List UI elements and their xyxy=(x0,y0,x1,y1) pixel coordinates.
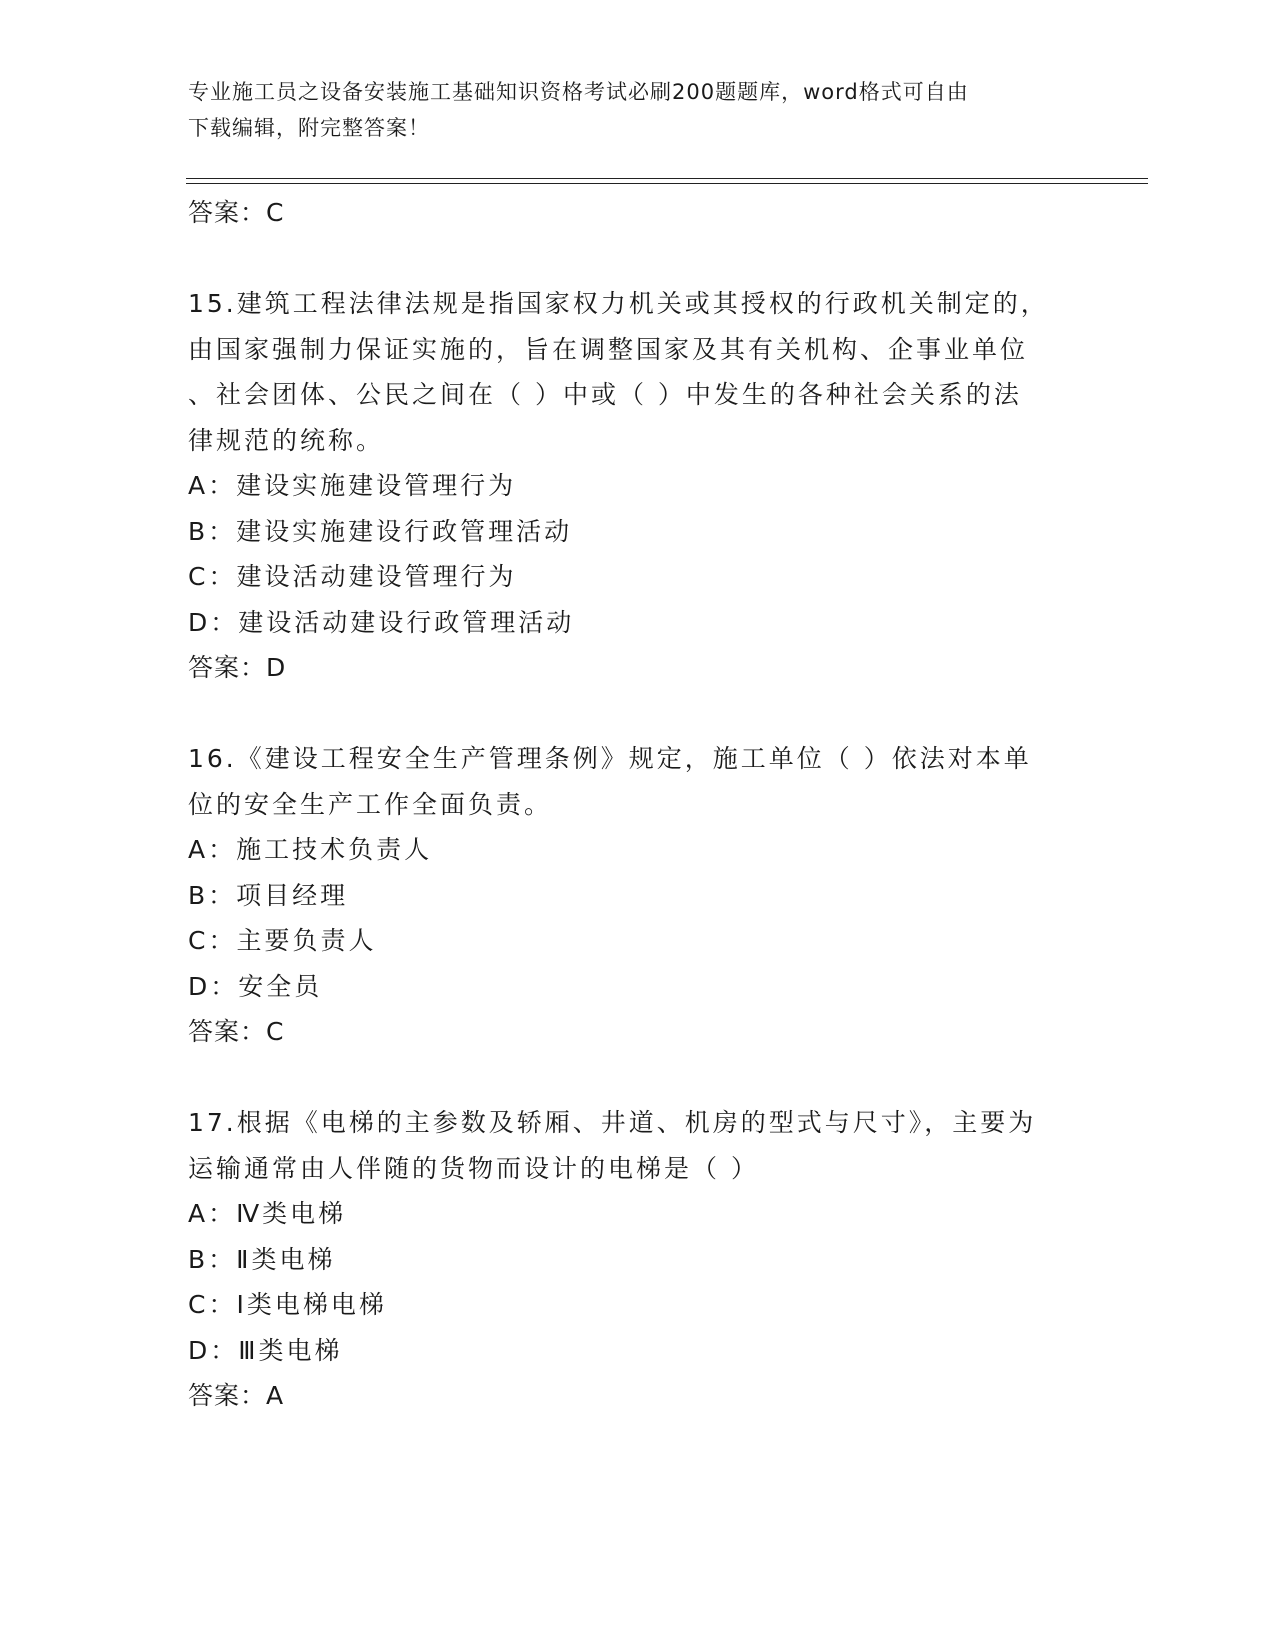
question-text-line: 、社会团体、公民之间在（ ）中或（ ）中发生的各种社会关系的法 xyxy=(188,380,1022,409)
question-text-line: 16.《建设工程安全生产管理条例》规定，施工单位（ ）依法对本单 xyxy=(188,744,1032,773)
option-b: B：项目经理 xyxy=(188,880,349,910)
spacer xyxy=(188,236,1088,282)
option-a: A：Ⅳ类电梯 xyxy=(188,1199,347,1228)
question-text-line: 律规范的统称。 xyxy=(188,425,385,455)
document-header xyxy=(188,74,1088,146)
question-text-line: 由国家强制力保证实施的，旨在调整国家及其有关机构、企事业单位 xyxy=(188,334,1029,364)
option-a: A：施工技术负责人 xyxy=(188,835,433,864)
question-content xyxy=(188,190,1088,1419)
option-c: C：主要负责人 xyxy=(188,926,377,955)
option-a: A：建设实施建设管理行为 xyxy=(188,471,517,500)
answer: 答案：A xyxy=(188,1381,285,1410)
question-text-line: 15.建筑工程法律法规是指国家权力机关或其授权的行政机关制定的， xyxy=(188,289,1049,318)
question-text-line: 运输通常由人伴随的货物而设计的电梯是（ ） xyxy=(188,1153,759,1183)
question-text-line: 17.根据《电梯的主参数及轿厢、井道、机房的型式与尺寸》，主要为 xyxy=(188,1108,1037,1137)
option-c: C：Ⅰ类电梯电梯 xyxy=(188,1290,387,1319)
header-title-line-1: 专业施工员之设备安装施工基础知识资格考试必刷200题题库，word格式可自由 xyxy=(188,80,969,104)
option-d: D：建设活动建设行政管理活动 xyxy=(188,607,575,637)
answer: 答案：D xyxy=(188,653,287,682)
previous-answer: 答案：C xyxy=(188,198,285,227)
question-16 xyxy=(188,736,1088,1055)
header-divider xyxy=(186,178,1148,179)
question-17 xyxy=(188,1100,1088,1419)
option-d: D：Ⅲ类电梯 xyxy=(188,1335,343,1365)
option-d: D：安全员 xyxy=(188,971,323,1001)
question-text-line: 位的安全生产工作全面负责。 xyxy=(188,789,553,819)
option-b: B：建设实施建设行政管理活动 xyxy=(188,516,573,546)
answer: 答案：C xyxy=(188,1017,285,1046)
option-c: C：建设活动建设管理行为 xyxy=(188,562,517,591)
header-title-line-2: 下载编辑，附完整答案！ xyxy=(188,116,430,140)
question-15 xyxy=(188,281,1088,691)
option-b: B：Ⅱ类电梯 xyxy=(188,1244,336,1274)
spacer xyxy=(188,1055,1088,1101)
header-divider-thin xyxy=(186,183,1148,184)
spacer xyxy=(188,691,1088,737)
